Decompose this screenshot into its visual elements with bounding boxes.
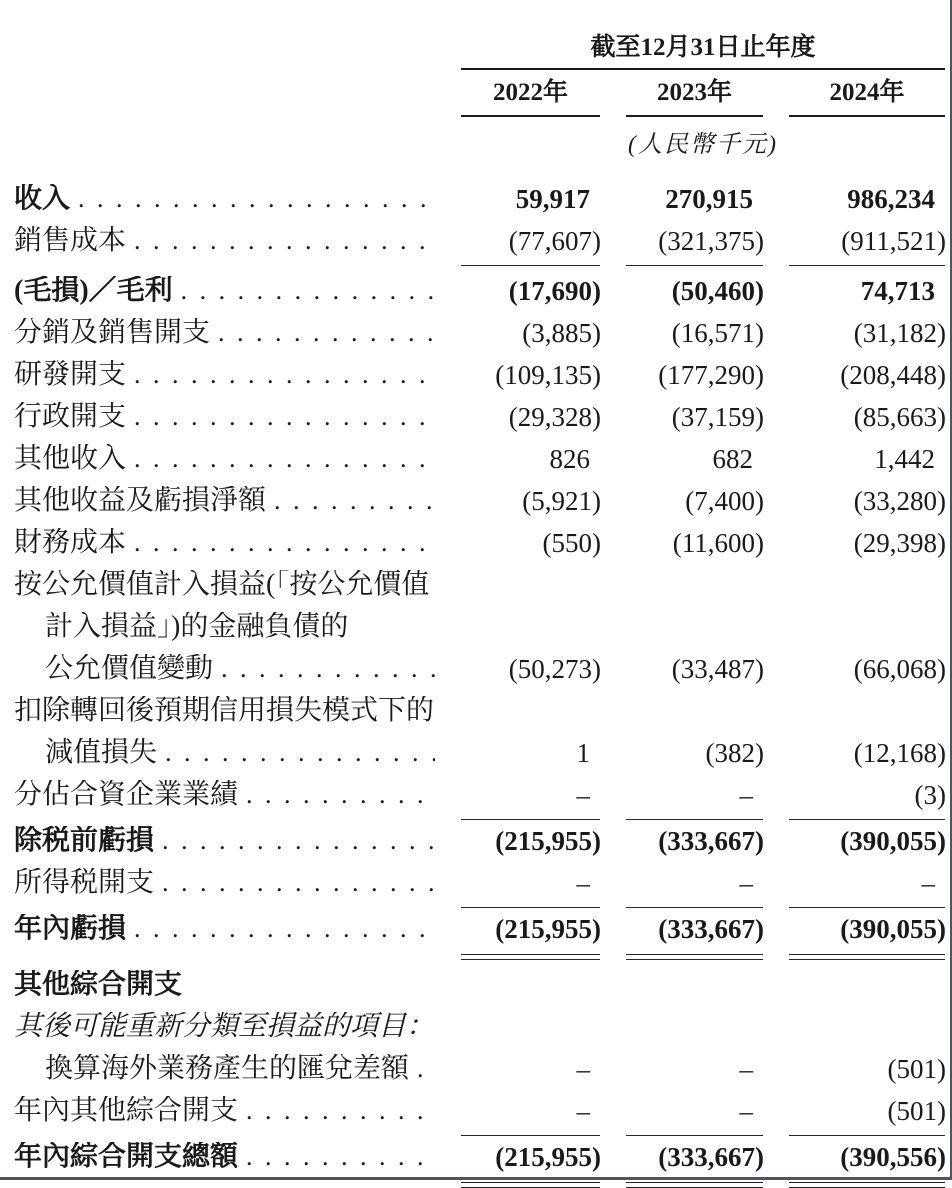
column-header-2022: 2022年 — [461, 79, 600, 117]
row-label — [14, 1012, 435, 1043]
table-row — [0, 815, 950, 857]
row-label — [14, 528, 435, 559]
row-label — [14, 570, 435, 601]
row-label — [14, 914, 435, 945]
dot-leader — [134, 528, 435, 559]
table-row — [0, 903, 950, 945]
dot-leader — [165, 738, 435, 769]
table-row — [0, 1043, 950, 1085]
value-text: (390,055) — [840, 826, 946, 857]
period-title: 截至12月31日止年度 — [461, 33, 945, 70]
value-cell-2022年 — [461, 1097, 600, 1127]
value-cell-2022年 — [461, 655, 600, 685]
row-label-text: 分佔合資企業業績 — [14, 779, 239, 810]
value-cell-2022年 — [461, 739, 600, 769]
table-row — [0, 769, 950, 811]
dot-leader — [181, 276, 435, 307]
table-row — [0, 433, 950, 475]
value-cell-2023年 — [626, 869, 763, 899]
value-cell-2024年 — [789, 445, 945, 475]
value-cell-2024年 — [789, 361, 945, 391]
value-text: (382) — [705, 738, 764, 769]
value-text: (3) — [914, 780, 946, 811]
dot-leader — [246, 780, 435, 811]
dot-leader — [417, 1054, 435, 1085]
value-text: 682 — [712, 444, 753, 475]
value-cell-2022年 — [461, 319, 600, 349]
row-label — [14, 184, 435, 215]
value-text: – — [921, 868, 935, 899]
dot-leader — [134, 444, 435, 475]
row-label-text: 換算海外業務產生的匯兌差額 — [45, 1053, 410, 1084]
value-cell-2024年 — [789, 1055, 945, 1085]
value-cell-2022年 — [461, 827, 600, 857]
value-text: 1,442 — [874, 444, 935, 475]
value-text: (29,328) — [508, 402, 601, 433]
table-row — [0, 727, 950, 769]
value-text: (208,448) — [840, 360, 946, 391]
column-header-2024: 2024年 — [789, 79, 945, 117]
value-cell-2024年 — [789, 915, 945, 945]
row-label — [14, 486, 435, 517]
row-label — [14, 654, 435, 685]
value-cell-2023年 — [626, 529, 763, 559]
value-text: (66,068) — [853, 654, 946, 685]
row-label — [14, 360, 435, 391]
income-statement-table — [0, 33, 950, 1173]
table-row — [0, 1131, 950, 1173]
row-label-text: 所得税開支 — [14, 867, 155, 898]
value-cell-2023年 — [626, 781, 763, 811]
row-label — [14, 1096, 435, 1127]
column-header-2023: 2023年 — [626, 79, 763, 117]
value-cell-2023年 — [626, 361, 763, 391]
value-text: – — [576, 780, 590, 811]
value-text: (7,400) — [685, 486, 764, 517]
row-label-text: 年內其他綜合開支 — [14, 1095, 239, 1126]
value-text: (16,571) — [671, 318, 764, 349]
value-cell-2023年 — [626, 1097, 763, 1127]
currency-unit-note: (人民幣千元) — [628, 131, 778, 158]
dot-leader — [134, 226, 435, 257]
value-cell-2022年 — [461, 445, 600, 475]
value-text: (29,398) — [853, 528, 946, 559]
table-row — [0, 857, 950, 899]
value-text: 1 — [576, 738, 590, 769]
value-text: – — [576, 1096, 590, 1127]
unit-note-row — [0, 117, 950, 159]
value-cell-2022年 — [461, 403, 600, 433]
value-cell-2023年 — [626, 739, 763, 769]
value-cell-2024年 — [789, 781, 945, 811]
dot-leader — [134, 402, 435, 433]
table-row — [0, 601, 950, 643]
table-row — [0, 215, 950, 257]
row-label — [14, 868, 435, 899]
row-label-text: 公允價值變動 — [45, 653, 214, 684]
row-label — [14, 444, 435, 475]
dot-leader — [221, 654, 435, 685]
value-text: 59,917 — [515, 184, 590, 215]
value-cell-2024年 — [789, 487, 945, 517]
value-text: 826 — [549, 444, 590, 475]
table-row — [0, 643, 950, 685]
value-cell-2023年 — [626, 227, 763, 257]
value-cell-2024年 — [789, 185, 945, 215]
value-text: – — [739, 780, 753, 811]
row-label-text: 年內綜合開支總額 — [14, 1141, 239, 1172]
value-cell-2024年 — [789, 227, 945, 257]
period-title-row — [0, 33, 950, 70]
value-cell-2023年 — [626, 1143, 763, 1173]
value-text: (33,280) — [853, 486, 946, 517]
value-text: (77,607) — [508, 226, 601, 257]
value-text: (911,521) — [841, 226, 946, 257]
row-label-text: 銷售成本 — [14, 225, 127, 256]
table-row — [0, 173, 950, 215]
dot-leader — [246, 1142, 435, 1173]
dot-leader — [218, 318, 435, 349]
row-label-text: 計入損益」)的金融負債的 — [45, 611, 349, 642]
dot-leader — [78, 184, 435, 215]
value-cell-2023年 — [626, 445, 763, 475]
value-text: – — [739, 868, 753, 899]
value-cell-2023年 — [626, 319, 763, 349]
dot-leader — [162, 868, 435, 899]
value-cell-2024年 — [789, 1143, 945, 1173]
row-label — [14, 780, 435, 811]
value-cell-2023年 — [626, 655, 763, 685]
value-text: 270,915 — [665, 184, 753, 215]
value-text: (85,663) — [853, 402, 946, 433]
value-text: (11,600) — [672, 528, 764, 559]
value-text: (215,955) — [495, 1142, 601, 1173]
value-text: – — [739, 1054, 753, 1085]
value-cell-2024年 — [789, 739, 945, 769]
row-label-text: 研發開支 — [14, 359, 127, 390]
table-row — [0, 1085, 950, 1127]
value-text: (50,460) — [671, 276, 764, 307]
row-label — [14, 826, 435, 857]
dot-leader — [162, 826, 435, 857]
table-row — [0, 475, 950, 517]
table-row — [0, 307, 950, 349]
row-label — [14, 276, 435, 307]
value-cell-2023年 — [626, 915, 763, 945]
table-row — [0, 685, 950, 727]
row-label-text: 收入 — [14, 183, 71, 214]
value-text: – — [576, 1054, 590, 1085]
row-label-text: 其他收益及虧損淨額 — [14, 485, 267, 516]
value-text: (550) — [542, 528, 601, 559]
row-label-text: 分銷及銷售開支 — [14, 317, 211, 348]
value-text: (12,168) — [853, 738, 946, 769]
row-label-text: 其他收入 — [14, 443, 127, 474]
value-text: (33,487) — [671, 654, 764, 685]
dot-leader — [134, 914, 435, 945]
row-label-text: (毛損)／毛利 — [14, 275, 173, 306]
table-body — [0, 173, 950, 1173]
value-cell-2022年 — [461, 781, 600, 811]
dot-leader — [246, 1096, 435, 1127]
value-cell-2023年 — [626, 403, 763, 433]
row-label — [14, 696, 435, 727]
value-cell-2022年 — [461, 361, 600, 391]
table-header — [0, 33, 950, 159]
table-row — [0, 559, 950, 601]
row-label-text: 除税前虧損 — [14, 825, 155, 856]
value-text: (390,055) — [840, 914, 946, 945]
value-cell-2024年 — [789, 1097, 945, 1127]
value-cell-2024年 — [789, 403, 945, 433]
value-cell-2022年 — [461, 529, 600, 559]
value-cell-2022年 — [461, 227, 600, 257]
value-cell-2024年 — [789, 319, 945, 349]
row-label — [14, 402, 435, 433]
value-cell-2022年 — [461, 277, 600, 307]
row-label — [14, 1142, 435, 1173]
row-label — [14, 738, 435, 769]
value-cell-2024年 — [789, 827, 945, 857]
table-row — [0, 349, 950, 391]
value-text: (31,182) — [853, 318, 946, 349]
value-text: (3,885) — [522, 318, 601, 349]
value-text: – — [739, 1096, 753, 1127]
value-text: (177,290) — [658, 360, 764, 391]
row-label-text: 其後可能重新分類至損益的項目： — [14, 1011, 435, 1042]
row-label-text: 行政開支 — [14, 401, 127, 432]
table-row — [0, 517, 950, 559]
value-text: (390,556) — [840, 1142, 946, 1173]
value-text: (37,159) — [671, 402, 764, 433]
row-label-text: 年內虧損 — [14, 913, 127, 944]
dot-leader — [274, 486, 435, 517]
value-cell-2022年 — [461, 487, 600, 517]
row-label — [14, 612, 435, 643]
value-text: (5,921) — [522, 486, 601, 517]
value-cell-2023年 — [626, 827, 763, 857]
row-label — [14, 318, 435, 349]
value-cell-2022年 — [461, 185, 600, 215]
value-cell-2024年 — [789, 277, 945, 307]
value-cell-2024年 — [789, 869, 945, 899]
value-text: (50,273) — [508, 654, 601, 685]
value-text: (321,375) — [658, 226, 764, 257]
row-label — [14, 226, 435, 257]
value-text: (333,667) — [658, 826, 764, 857]
row-label-text: 減值損失 — [45, 737, 158, 768]
value-text: 74,713 — [860, 276, 935, 307]
table-row — [0, 265, 950, 307]
value-text: (17,690) — [508, 276, 601, 307]
value-text: 986,234 — [847, 184, 935, 215]
value-text: (333,667) — [658, 914, 764, 945]
value-cell-2022年 — [461, 1055, 600, 1085]
row-label-text: 其他綜合開支 — [14, 969, 183, 1000]
dot-leader — [134, 360, 435, 391]
value-cell-2023年 — [626, 1055, 763, 1085]
value-cell-2022年 — [461, 1143, 600, 1173]
year-header-row — [0, 70, 950, 117]
value-text: (501) — [887, 1054, 946, 1085]
table-row — [0, 959, 950, 1001]
value-text: (333,667) — [658, 1142, 764, 1173]
value-cell-2022年 — [461, 869, 600, 899]
value-text: – — [576, 868, 590, 899]
value-cell-2024年 — [789, 529, 945, 559]
value-cell-2023年 — [626, 277, 763, 307]
value-text: (215,955) — [495, 826, 601, 857]
row-label-text: 按公允價值計入損益(「按公允價值 — [14, 569, 430, 600]
row-label — [14, 970, 435, 1001]
row-label — [14, 1054, 435, 1085]
value-cell-2022年 — [461, 915, 600, 945]
value-cell-2023年 — [626, 185, 763, 215]
value-text: (501) — [887, 1096, 946, 1127]
table-row — [0, 391, 950, 433]
value-text: (109,135) — [495, 360, 601, 391]
value-text: (215,955) — [495, 914, 601, 945]
value-cell-2024年 — [789, 655, 945, 685]
table-row — [0, 1001, 950, 1043]
value-cell-2023年 — [626, 487, 763, 517]
row-label-text: 扣除轉回後預期信用損失模式下的 — [14, 695, 435, 726]
row-label-text: 財務成本 — [14, 527, 127, 558]
